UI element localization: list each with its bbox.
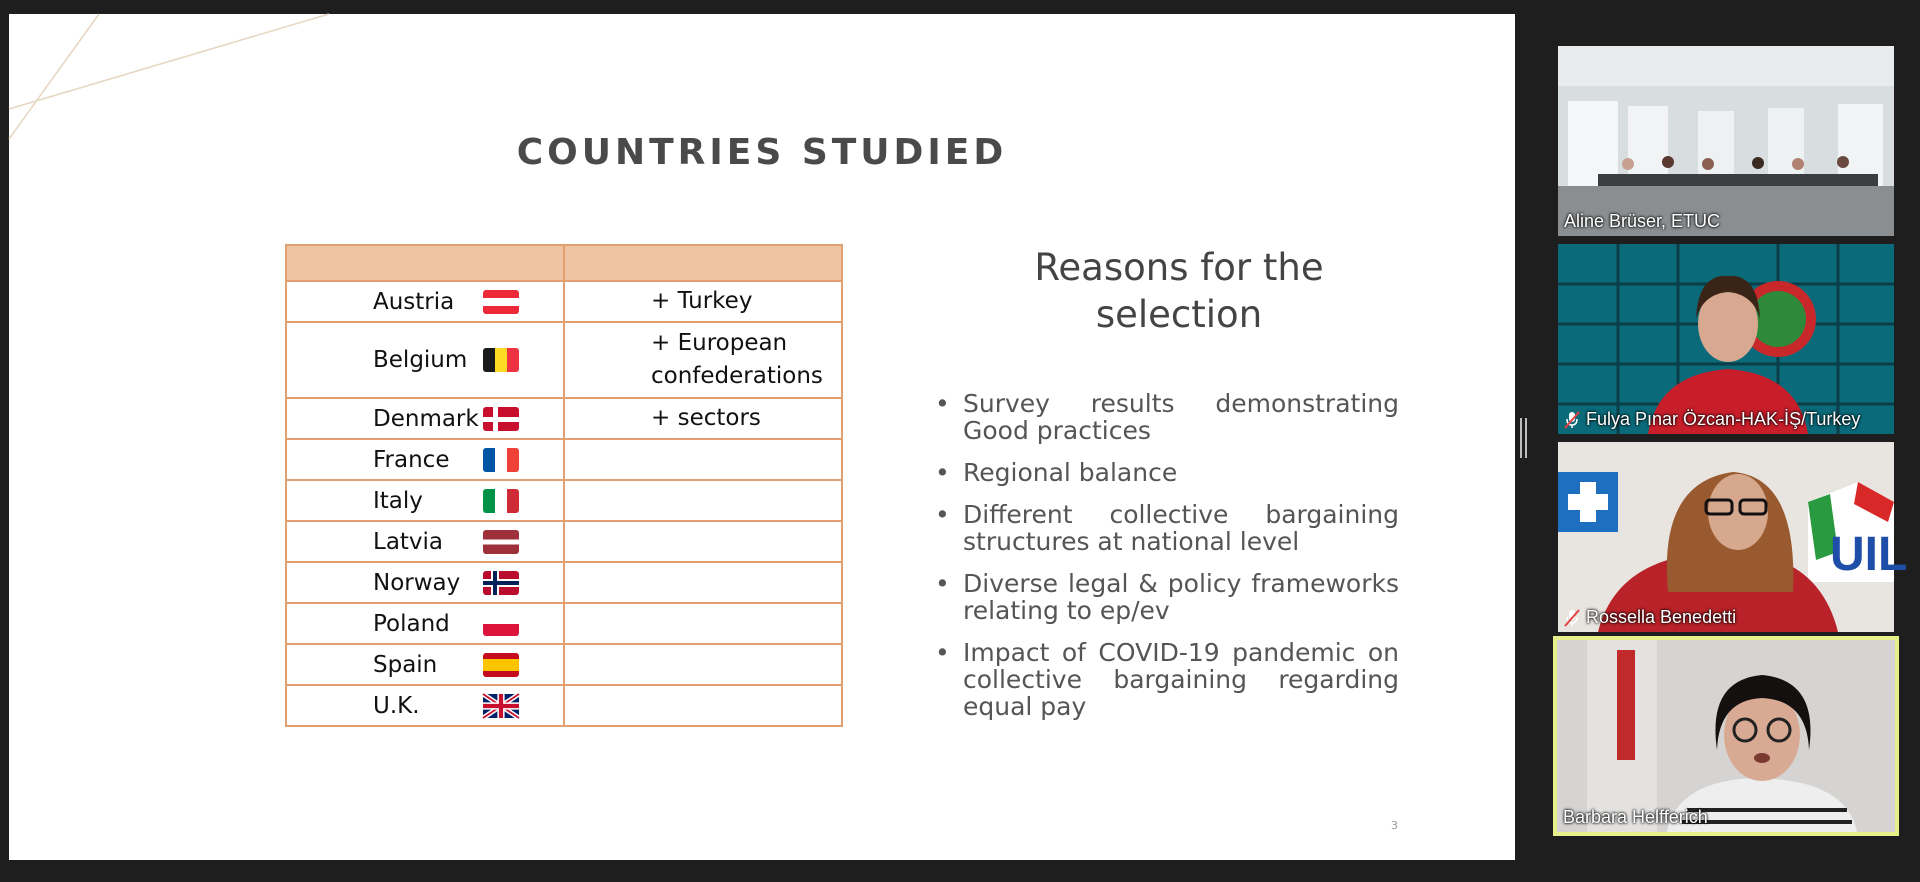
note-cell xyxy=(564,322,842,398)
table-row xyxy=(286,281,842,322)
note-cell xyxy=(564,562,842,603)
poland-flag-icon xyxy=(483,612,519,636)
note-cell xyxy=(564,398,842,439)
country-cell xyxy=(286,562,564,603)
country-note: + Turkey xyxy=(651,288,753,314)
austria-flag-icon xyxy=(483,290,519,314)
table-row xyxy=(286,685,842,726)
country-name: Belgium xyxy=(373,347,468,374)
participant-video-tile[interactable] xyxy=(1558,244,1894,434)
participant-name-label xyxy=(1557,807,1714,832)
note-cell xyxy=(564,480,842,521)
participant-name: Aline Brüser, ETUC xyxy=(1564,211,1721,231)
table-row xyxy=(286,398,842,439)
country-cell xyxy=(286,398,564,439)
country-cell xyxy=(286,685,564,726)
participant-name-label xyxy=(1558,607,1742,632)
reasons-list xyxy=(929,390,1399,735)
countries-table-body xyxy=(286,281,842,726)
table-row xyxy=(286,603,842,644)
norway-flag-icon xyxy=(483,571,519,595)
table-row xyxy=(286,521,842,562)
microphone-muted-icon xyxy=(1564,411,1580,429)
country-name: Denmark xyxy=(373,405,479,432)
france-flag-icon xyxy=(483,448,519,472)
table-row xyxy=(286,439,842,480)
slide-title: COUNTRIES STUDIED xyxy=(516,132,1008,173)
microphone-muted-icon xyxy=(1564,609,1580,627)
country-name: Austria xyxy=(373,288,455,315)
table-header-cell xyxy=(564,245,842,281)
country-name: U.K. xyxy=(373,692,420,719)
participant-name: Rossella Benedetti xyxy=(1586,607,1737,627)
note-cell xyxy=(564,281,842,322)
presentation-slide xyxy=(9,14,1515,860)
belgium-flag-icon xyxy=(483,348,519,372)
svg-text:UIL: UIL xyxy=(1830,528,1908,581)
country-cell xyxy=(286,644,564,685)
country-note: + European confederations xyxy=(651,330,823,389)
participant-name: Fulya Pınar Özcan-HAK-İŞ/Turkey xyxy=(1586,409,1861,429)
table-row xyxy=(286,322,842,398)
countries-table xyxy=(285,244,843,727)
country-cell xyxy=(286,480,564,521)
italy-flag-icon xyxy=(483,489,519,513)
table-row xyxy=(286,480,842,521)
country-name: Norway xyxy=(373,569,461,596)
country-cell xyxy=(286,439,564,480)
country-name: France xyxy=(373,446,450,473)
latvia-flag-icon xyxy=(483,530,519,554)
table-row xyxy=(286,644,842,685)
country-name: Spain xyxy=(373,651,438,678)
reason-item: • Regional balance xyxy=(929,459,1399,486)
reason-item: • Diverse legal & policy frameworks relating to ep/ev xyxy=(929,570,1399,624)
reasons-title xyxy=(939,244,1419,338)
reasons-title-line: Reasons for the xyxy=(1034,246,1324,289)
participant-name: Barbara Helfferich xyxy=(1563,807,1708,827)
country-name: Latvia xyxy=(373,528,444,555)
slide-page-number: 3 xyxy=(1391,819,1398,832)
participant-name-label xyxy=(1558,409,1866,434)
country-note: + sectors xyxy=(651,405,761,431)
reason-item: • Impact of COVID-19 pandemic on collective bargaining regarding equal pay xyxy=(929,639,1399,720)
denmark-flag-icon xyxy=(483,407,519,431)
note-cell xyxy=(564,521,842,562)
note-cell xyxy=(564,603,842,644)
participant-video-tile[interactable] xyxy=(1558,442,1908,632)
country-cell xyxy=(286,603,564,644)
country-name: Italy xyxy=(373,487,423,514)
uk-flag-icon xyxy=(483,694,519,718)
table-row xyxy=(286,562,842,603)
participant-name-label xyxy=(1558,211,1726,236)
table-header-cell xyxy=(286,245,564,281)
country-cell xyxy=(286,281,564,322)
participant-camera-video xyxy=(1558,442,1908,632)
country-cell xyxy=(286,322,564,398)
participant-camera-video xyxy=(1558,244,1894,434)
participant-camera-video xyxy=(1557,640,1895,832)
table-header-row xyxy=(286,245,842,281)
country-name: Poland xyxy=(373,610,450,637)
note-cell xyxy=(564,644,842,685)
note-cell xyxy=(564,685,842,726)
reason-item: • Survey results demonstrating Good practices xyxy=(929,390,1399,444)
spain-flag-icon xyxy=(483,653,519,677)
conference-room-video xyxy=(1558,46,1894,236)
reasons-title-line: selection xyxy=(1095,293,1263,336)
panel-resize-handle[interactable] xyxy=(1520,418,1528,458)
reason-item: • Different collective bargaining structures at national level xyxy=(929,501,1399,555)
participant-video-tile[interactable] xyxy=(1558,46,1894,236)
active-speaker-video-tile[interactable] xyxy=(1557,640,1895,832)
country-cell xyxy=(286,521,564,562)
note-cell xyxy=(564,439,842,480)
